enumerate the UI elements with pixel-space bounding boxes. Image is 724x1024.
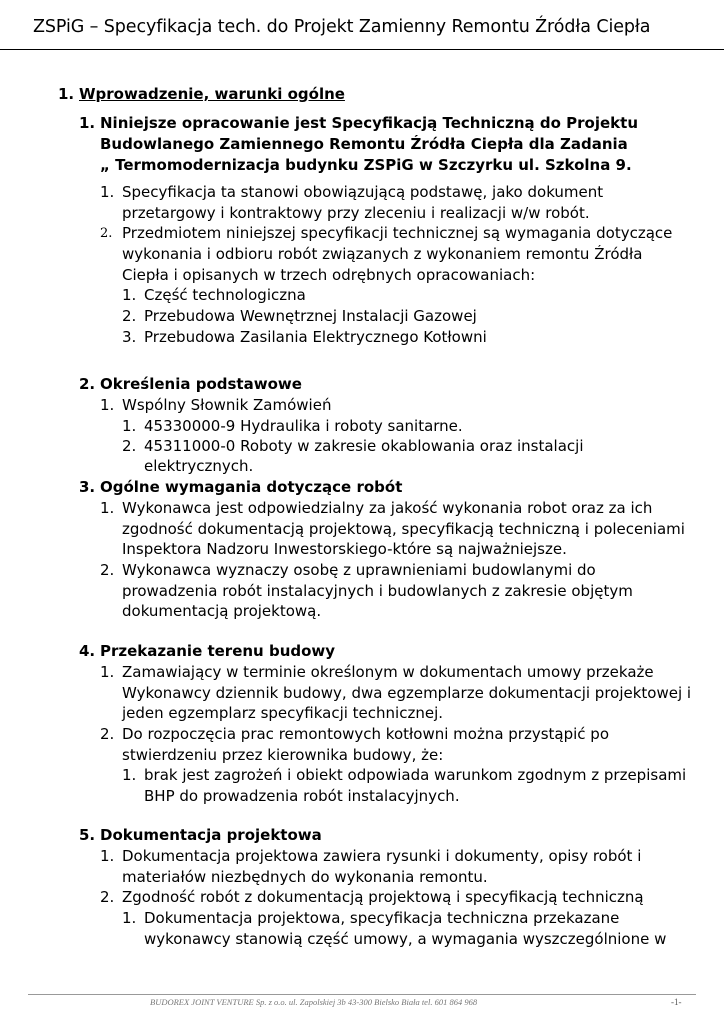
list-item-line: Wykonawcy dziennik budowy, dwa egzemplarze dokumentacji projektowej i [122,684,692,702]
section-title: Ogólne wymagania dotyczące robót [100,478,403,496]
list-item: Wspólny Słownik Zamówień [122,396,332,414]
section-number: 5. [79,826,96,844]
list-item-line: 45311000-0 Roboty w zakresie okablowania oraz instalacji [144,437,584,455]
list-item-line: dokumentacją projektową. [122,602,322,620]
list-item-line: zgodność dokumentacją projektową, specyfikacją techniczną i poleceniami [122,520,685,538]
list-item-line: Zamawiający w terminie określonym w dokumentach umowy przekaże [122,663,654,681]
list-number: 2. [100,226,113,241]
list-item: Przebudowa Zasilania Elektrycznego Kotłowni [144,328,487,346]
page-number: -1- [671,997,682,1007]
footer-divider [28,994,696,995]
list-number: 2. [100,561,115,579]
subsection-number: 1. [79,114,96,132]
list-item-line: przetargowy i kontraktowy przy zleceniu i realizacji w/w robót. [122,204,590,222]
list-item-line: 45330000-9 Hydraulika i roboty sanitarne. [144,417,463,435]
list-number: 1. [100,183,115,201]
section-title: Dokumentacja projektowa [100,826,322,844]
section-title: Wprowadzenie, warunki ogólne [79,85,345,103]
list-item-line: Do rozpoczęcia prac remontowych kotłowni można przystąpić po [122,725,610,743]
list-number: 1. [100,847,115,865]
header-title: ZSPiG – Specyfikacja tech. do Projekt Zamienny Remontu Źródła Ciepła [33,17,651,37]
list-item-line: Ciepła i opisanych w trzech odrębnych opracowaniach: [122,266,536,284]
list-item: Przebudowa Wewnętrznej Instalacji Gazowej [144,307,477,325]
list-number: 2. [122,437,137,455]
list-number: 1. [100,396,115,414]
list-item-line: Zgodność robót z dokumentacją projektową i specyfikacją techniczną [122,888,644,906]
section-number: 4. [79,642,96,660]
list-item-line: BHP do prowadzenia robót instalacyjnych. [144,787,460,805]
list-item-line: Dokumentacja projektowa zawiera rysunki i dokumenty, opisy robót i [122,847,642,865]
list-item-line: prowadzenia robót instalacyjnych i budowlanych z zakresie objętym [122,582,633,600]
list-number: 1. [122,417,137,435]
list-item-line: elektrycznych. [144,457,254,475]
list-number: 1. [100,499,115,517]
list-item-line: Wykonawca jest odpowiedzialny za jakość wykonania robot oraz za ich [122,499,653,517]
list-item-line: brak jest zagrożeń i obiekt odpowiada warunkom zgodnym z przepisami [144,766,687,784]
list-item-line: wykonawcy stanowią część umowy, a wymagania wyszczególnione w [144,930,667,948]
list-item-line: Dokumentacja projektowa, specyfikacja techniczna przekazane [144,909,620,927]
footer-company-info: BUDOREX JOINT VENTURE Sp. z o.o. ul. Zapolskiej 3b 43-300 Bielsko Biała tel. 601 864 968 [150,997,478,1007]
section-title: Określenia podstawowe [100,375,302,393]
list-item-line: stwierdzeniu przez kierownika budowy, że: [122,746,444,764]
subsection-line: Budowlanego Zamiennego Remontu Źródła Ciepła dla Zadania [100,135,628,153]
list-item-line: materiałów niezbędnych do wykonania remontu. [122,868,488,886]
list-item-line: Przedmiotem niniejszej specyfikacji technicznej są wymagania dotyczące [122,224,673,242]
list-item-line: Specyfikacja ta stanowi obowiązującą podstawę, jako dokument [122,183,604,201]
list-item-line: wykonania i odbioru robót związanych z wykonaniem remontu Źródła [122,245,643,263]
section-number: 3. [79,478,96,496]
list-item: Część technologiczna [144,286,306,304]
list-number: 1. [122,286,137,304]
list-item-line: jeden egzemplarz specyfikacji technicznej. [122,704,444,722]
list-number: 1. [122,909,137,927]
section-number: 2. [79,375,96,393]
list-number: 3. [122,328,137,346]
subsection-line: „ Termomodernizacja budynku ZSPiG w Szczyrku ul. Szkolna 9. [100,156,632,174]
list-number: 2. [100,725,115,743]
section-title: Przekazanie terenu budowy [100,642,336,660]
list-number: 1. [100,663,115,681]
page-header [0,0,724,50]
list-item-line: Wykonawca wyznaczy osobę z uprawnieniami budowlanymi do [122,561,596,579]
subsection-line: Niniejsze opracowanie jest Specyfikacją Techniczną do Projektu [100,114,639,132]
section-number: 1. [58,85,75,103]
list-number: 2. [122,307,137,325]
list-number: 1. [122,766,137,784]
list-item-line: Inspektora Nadzoru Inwestorskiego-które są najważniejsze. [122,540,567,558]
list-number: 2. [100,888,115,906]
